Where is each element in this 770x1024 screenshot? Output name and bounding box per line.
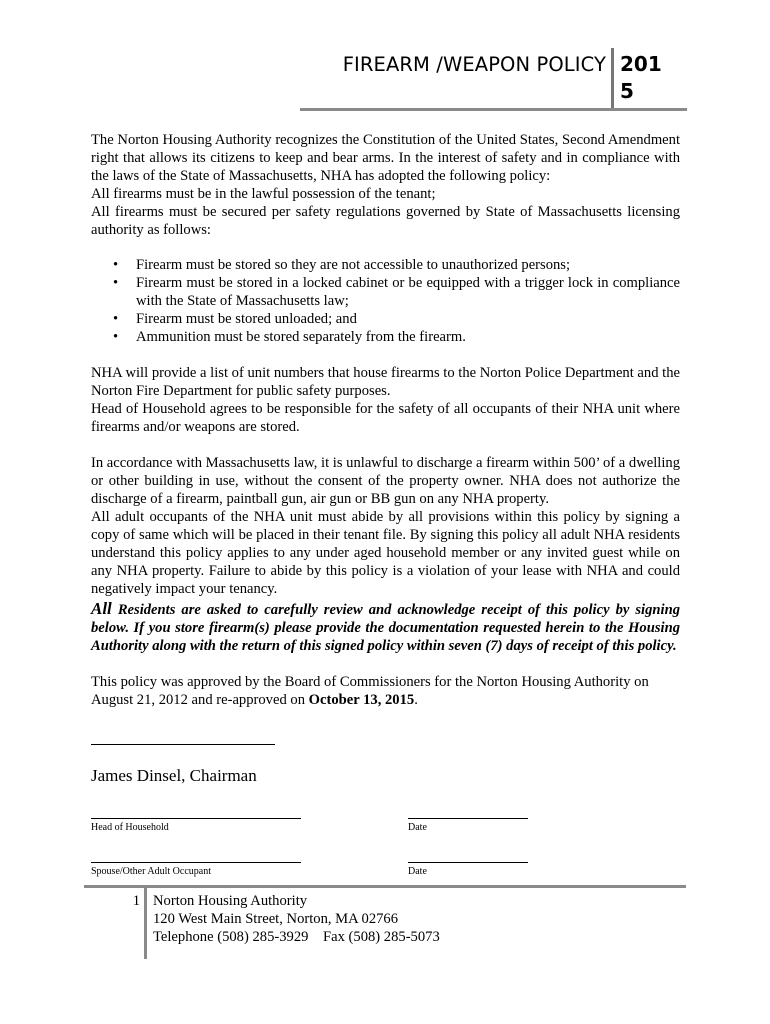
law-paragraph: In accordance with Massachusetts law, it is unlawful to discharge a firearm within 500’ of a dwelling or other building in use, without the consent of the property owner. NHA does not authorize the discharge of a firearm, paintball gun, air gun or BB gun on any NHA property. [91, 455, 680, 507]
date-label: Date [408, 866, 427, 877]
approval-paragraph: This policy was approved by the Board of Commissioners for the Norton Housing Authority on August 21, 2012 and re-approved on October 13, 2015. [91, 674, 649, 708]
possession-paragraph: All firearms must be in the lawful possession of the tenant; [91, 186, 436, 202]
bullet-icon: • [113, 275, 119, 291]
header-rule [300, 108, 687, 111]
spouse-label: Spouse/Other Adult Occupant [91, 866, 211, 877]
policy-body [91, 131, 680, 709]
header-divider [611, 48, 614, 110]
head-signature-line[interactable] [91, 818, 301, 819]
list-item: • Firearm must be stored unloaded; and [113, 311, 357, 327]
spouse-date-line[interactable] [408, 862, 528, 863]
police-paragraph: NHA will provide a list of unit numbers that house firearms to the Norton Police Department and the Norton Fire Department for public safety purposes. [91, 365, 680, 399]
chairman-name: James Dinsel, Chairman [91, 766, 257, 785]
footer-org: Norton Housing Authority [153, 893, 308, 909]
footer-divider [144, 885, 147, 959]
footer-phone: Telephone (508) 285-3929 Fax (508) 285-5073 [153, 929, 440, 945]
acknowledgement-notice: All Residents are asked to carefully review and acknowledge receipt of this policy by signing below. If you store firearm(s) please provide the documentation requested herein to the Housing Authority along with the return of this signed policy within seven (7) days of receipt of this policy. [91, 599, 680, 654]
spouse-signature-line[interactable] [91, 862, 301, 863]
head-date-line[interactable] [408, 818, 528, 819]
list-item: • Firearm must be stored in a locked cabinet or be equipped with a trigger lock in compliance with the State of Massachusetts law; [113, 275, 680, 309]
approval-date: October 13, 2015 [308, 692, 415, 708]
head-of-household-label: Head of Household [91, 822, 169, 833]
list-item: • Ammunition must be stored separately from the firearm. [113, 329, 466, 345]
page-number: 1 [132, 893, 140, 909]
occupants-paragraph: All adult occupants of the NHA unit must abide by all provisions within this policy by signing a copy of same which will be placed in their tenant file. By signing this policy all adult NHA residents understand this policy applies to any under aged household member or any invited guest while on any NHA property. Failure to abide by this policy is a violation of your lease with NHA and could negatively impact your tenancy. [91, 509, 680, 597]
document-title: FIREARM /WEAPON POLICY [342, 53, 606, 76]
footer-address: 120 West Main Street, Norton, MA 02766 [153, 911, 399, 927]
intro-paragraph: The Norton Housing Authority recognizes the Constitution of the United States, Second Amendment right that allows its citizens to keep and bear arms. In the interest of safety and in compliance with the laws of the State of Massachusetts, NHA has adopted the following policy: [91, 132, 680, 184]
storage-rules-list [91, 256, 680, 346]
responsibility-paragraph: Head of Household agrees to be responsible for the safety of all occupants of their NHA unit where firearms and/or weapons are stored. [91, 401, 680, 435]
footer-address-block [153, 892, 440, 946]
bullet-icon: • [113, 311, 119, 327]
document-year: 2015 [620, 52, 662, 103]
list-item: • Firearm must be stored so they are not accessible to unauthorized persons; [113, 257, 571, 273]
secured-paragraph: All firearms must be secured per safety regulations governed by State of Massachusetts licensing authority as follows: [91, 204, 680, 238]
bullet-icon: • [113, 257, 119, 273]
chairman-signature-line [91, 744, 275, 745]
bullet-icon: • [113, 329, 119, 345]
date-label: Date [408, 822, 427, 833]
footer-rule [84, 885, 686, 888]
page-header [300, 48, 687, 110]
